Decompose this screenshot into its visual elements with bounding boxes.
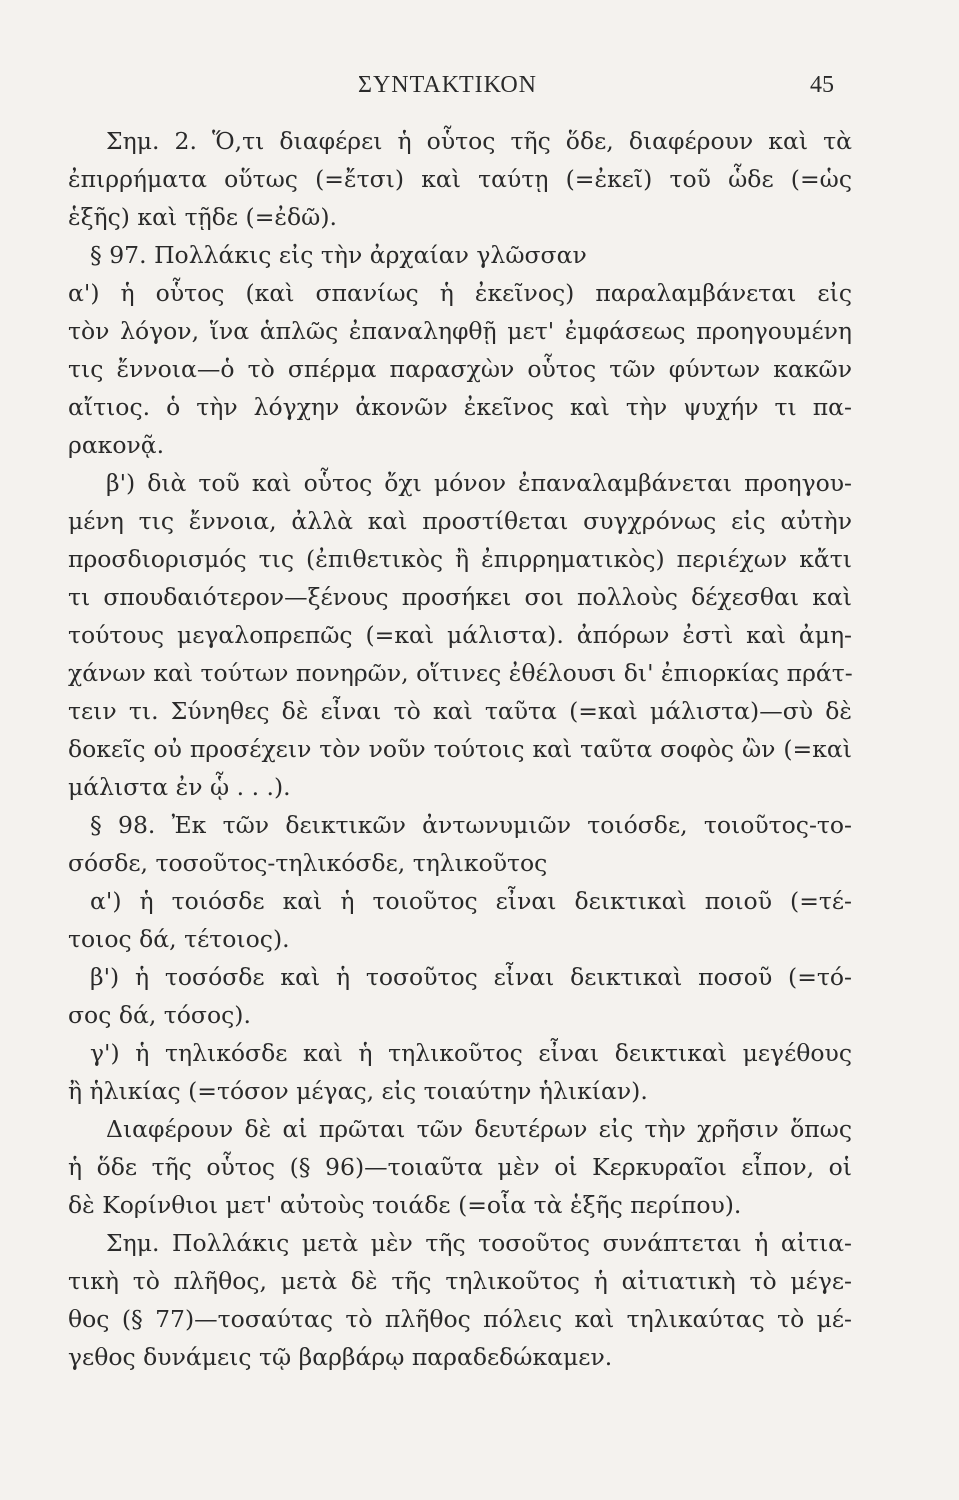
text-line: χάνων καὶ τούτων πονηρῶν, οἵτινες ἐθέλουσι δι' ἐπιορκίας πράτ- bbox=[68, 659, 853, 687]
text-line: τι σπουδαιότερον—ξένους προσήκει σοι πολλοὺς δέχεσθαι καὶ bbox=[68, 583, 852, 611]
text-line: ἢ ἡλικίας (=τόσον μέγας, εἰς τοιαύτην ἡλικίαν). bbox=[68, 1077, 648, 1105]
text-line: ρακονᾷ. bbox=[68, 431, 165, 459]
text-line: τούτους μεγαλοπρεπῶς (=καὶ μάλιστα). ἀπόρων ἐστὶ καὶ ἀμη- bbox=[68, 621, 852, 649]
running-head bbox=[0, 72, 959, 108]
text-line: ἡ ὅδε τῆς οὗτος (§ 96)—τοιαῦτα μὲν οἱ Κερκυραῖοι εἶπον, οἱ bbox=[68, 1153, 852, 1181]
text-line: τὸν λόγον, ἵνα ἁπλῶς ἐπαναληφθῇ μετ' ἐμφάσεως προηγουμένη bbox=[68, 317, 852, 345]
text-line: προσδιορισμός τις (ἐπιθετικὸς ἢ ἐπιρρηματικὸς) περιέχων κἄτι bbox=[68, 545, 852, 573]
body-text bbox=[68, 122, 852, 1376]
text-line: τικὴ τὸ πλῆθος, μετὰ δὲ τῆς τηλικοῦτος ἡ αἰτιατικὴ τὸ μέγε- bbox=[68, 1267, 852, 1295]
text-line: τειν τι. Σύνηθες δὲ εἶναι τὸ καὶ ταῦτα (=καὶ μάλιστα)—σὺ δὲ bbox=[68, 697, 852, 725]
text-line: γ') ἡ τηλικόσδε καὶ ἡ τηλικοῦτος εἶναι δεικτικαὶ μεγέθους bbox=[90, 1039, 852, 1067]
text-line: θος (§ 77)—τοσαύτας τὸ πλῆθος πόλεις καὶ τηλικαύτας τὸ μέ- bbox=[68, 1305, 852, 1333]
text-line: σος δά, τόσος). bbox=[68, 1001, 251, 1029]
text-line: β') ἡ τοσόσδε καὶ ἡ τοσοῦτος εἶναι δεικτικαὶ ποσοῦ (=τό- bbox=[90, 963, 852, 991]
text-line: β') διὰ τοῦ καὶ οὗτος ὄχι μόνον ἐπαναλαμβάνεται προηγου- bbox=[106, 469, 852, 497]
text-line: αἴτιος. ὁ τὴν λόγχην ἀκονῶν ἐκεῖνος καὶ τὴν ψυχήν τι πα- bbox=[68, 393, 852, 421]
text-line: δὲ Κορίνθιοι μετ' αὐτοὺς τοιάδε (=οἷα τὰ ἑξῆς περίπου). bbox=[68, 1191, 742, 1219]
text-line: Σημ. 2. Ὅ,τι διαφέρει ἡ οὗτος τῆς ὅδε, διαφέρουν καὶ τὰ bbox=[106, 127, 852, 155]
running-title: ΣΥΝΤΑΚΤΙΚΟΝ bbox=[358, 72, 537, 98]
text-line: μένη τις ἔννοια, ἀλλὰ καὶ προστίθεται συγχρόνως εἰς αὐτὴν bbox=[68, 507, 852, 535]
text-line: § 97. Πολλάκις εἰς τὴν ἀρχαίαν γλῶσσαν bbox=[90, 241, 587, 269]
text-line: σόσδε, τοσοῦτος-τηλικόσδε, τηλικοῦτος bbox=[68, 849, 548, 877]
text-line: ἐπιρρήματα οὕτως (=ἔτσι) καὶ ταύτῃ (=ἐκεῖ) τοῦ ὧδε (=ὡς bbox=[68, 165, 852, 193]
text-line: μάλιστα ἐν ᾧ . . .). bbox=[68, 773, 291, 801]
text-line: Διαφέρουν δὲ αἱ πρῶται τῶν δευτέρων εἰς τὴν χρῆσιν ὅπως bbox=[106, 1115, 852, 1143]
text-line: γεθος δυνάμεις τῷ βαρβάρῳ παραδεδώκαμεν. bbox=[68, 1343, 613, 1371]
text-line: α') ἡ τοιόσδε καὶ ἡ τοιοῦτος εἶναι δεικτικαὶ ποιοῦ (=τέ- bbox=[90, 887, 852, 915]
text-line: τις ἔννοια—ὁ τὸ σπέρμα παρασχὼν οὗτος τῶν φύντων κακῶν bbox=[68, 355, 852, 383]
text-line: δοκεῖς οὐ προσέχειν τὸν νοῦν τούτοις καὶ ταῦτα σοφὸς ὢν (=καὶ bbox=[68, 735, 852, 763]
text-line: ἑξῆς) καὶ τῇδε (=ἐδῶ). bbox=[68, 203, 337, 231]
text-line: Σημ. Πολλάκις μετὰ μὲν τῆς τοσοῦτος συνάπτεται ἡ αἰτια- bbox=[106, 1229, 852, 1257]
page-number: 45 bbox=[810, 72, 834, 98]
text-line: α') ἡ οὗτος (καὶ σπανίως ἡ ἐκεῖνος) παραλαμβάνεται εἰς bbox=[68, 279, 852, 307]
text-line: § 98. Ἐκ τῶν δεικτικῶν ἀντωνυμιῶν τοιόσδε, τοιοῦτος-το- bbox=[90, 811, 852, 839]
text-line: τοιος δά, τέτοιος). bbox=[68, 925, 290, 953]
